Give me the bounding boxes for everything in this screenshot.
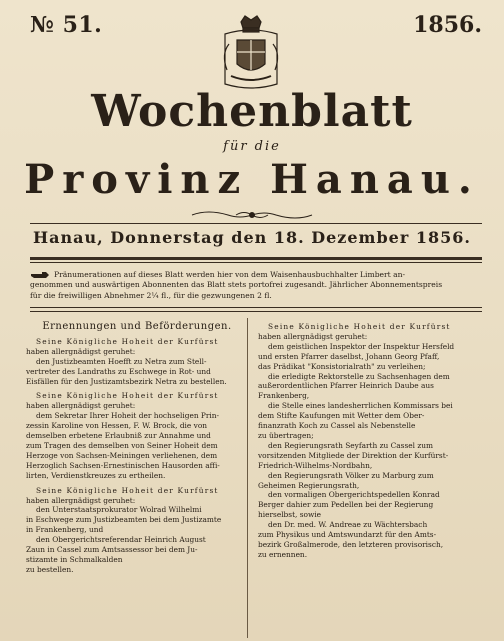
right-column: [258, 322, 480, 565]
coat-of-arms-icon: [213, 14, 289, 94]
article-line: vertreter des Landraths zu Eschwege in Rot- und: [26, 366, 211, 376]
article-line: bezirk Großalmerode, den letzteren provisorisch,: [258, 539, 444, 549]
article-line: den Obergerichtsreferendar Heinrich August: [36, 535, 206, 545]
article-line: Friedrich-Wilhelms-Nordbahn,: [258, 460, 373, 470]
article-line: haben allergnädigst geruhet:: [26, 401, 136, 411]
article-line: haben allergnädigst geruhet:: [26, 495, 136, 505]
article-line: außerordentlichen Pfarrer Heinrich Daube aus: [258, 381, 434, 391]
masthead-subtitle: für die: [223, 139, 281, 154]
article-paragraph: [26, 391, 248, 480]
article-line: demselben erbetene Erlaubniß zur Annahme und: [26, 431, 211, 441]
notice-rule-1: [30, 307, 482, 308]
article-line: die erledigte Rektorstelle zu Sachsenhagen dem: [268, 371, 450, 381]
article-line: Eisfällen für den Justizamtsbezirk Netra zu bestellen.: [26, 376, 227, 386]
article-line: finanzrath Koch zu Cassel als Nebenstelle: [258, 421, 416, 431]
article-line: zu bestellen.: [26, 564, 74, 574]
article-line: zum Physikus und Amtswundarzt für den Amts-: [258, 530, 437, 540]
article-line: zu ernennen.: [258, 549, 308, 559]
article-heading: Seine Königliche Hoheit der Kurfürst: [36, 336, 219, 346]
masthead-region: Provinz Hanau.: [24, 156, 480, 203]
article-line: Zaun in Cassel zum Amtsassessor bei dem Ju-: [26, 545, 198, 555]
article-line: den vormaligen Obergerichtspedellen Konrad: [268, 490, 440, 500]
article-heading: Seine Königliche Hoheit der Kurfürst: [36, 391, 219, 401]
article-line: den Dr. med. W. Andreae zu Wächtersbach: [268, 520, 428, 530]
ornament-divider-icon: [188, 208, 316, 222]
article-heading: Seine Königliche Hoheit der Kurfürst: [36, 485, 219, 495]
issue-number: № 51.: [30, 12, 103, 38]
article-heading: Seine Königliche Hoheit der Kurfürst: [268, 322, 451, 331]
article-line: den Regierungsrath Seyfarth zu Cassel zum: [268, 440, 433, 450]
notice-line-1: Pränumerationen auf dieses Blatt werden hier von dem Waisenhausbuchhalter Limbert an-: [54, 270, 406, 279]
masthead-title: Wochenblatt: [91, 86, 413, 137]
notice-rule-2: [30, 311, 482, 312]
pointing-hand-icon: [30, 271, 50, 279]
article-line: Frankenberg,: [258, 391, 310, 401]
article-line: dem geistlichen Inspektor der Inspektur Hersfeld: [268, 341, 455, 351]
notice-line-2: genommen und auswärtigen Abonnenten das Blatt stets portofrei zugesandt. Jährlicher Abonnementspreis: [30, 280, 443, 290]
article-line: die Stelle eines landesherrlichen Kommissars bei: [268, 401, 453, 411]
section-title: Ernennungen und Beförderungen.: [42, 321, 232, 332]
masthead-rule: [30, 223, 482, 224]
article-line: haben allergnädigst geruhet:: [258, 331, 368, 341]
thin-rule-top: [30, 262, 482, 263]
article-line: Geheimen Regierungsrath,: [258, 480, 360, 490]
left-column: [26, 322, 248, 580]
issue-year: 1856.: [413, 12, 482, 38]
dateline: Hanau, Donnerstag den 18. Dezember 1856.: [33, 228, 471, 247]
article-line: zessin Karoline von Hessen, F. W. Brock, die von: [26, 421, 208, 431]
subscription-notice: [30, 270, 482, 301]
notice-line-3: für die freiwilligen Abnehmer 2¼ fl., für die gezwungenen 2 fl.: [30, 290, 272, 300]
article-line: vorsitzenden Mitgliede der Direktion der Kurfürst-: [258, 450, 449, 460]
article-line: zu übertragen;: [258, 430, 314, 440]
article-line: stizamte in Schmalkalden: [26, 554, 123, 564]
article-line: lirten, Verdienstkreuzes zu ertheilen.: [26, 470, 166, 480]
article-line: und ersten Pfarrer daselbst, Johann Georg Pfaff,: [258, 351, 440, 361]
article-line: Herzoglich Sachsen-Ernestinischen Hausorden affi-: [26, 460, 220, 470]
article-line: haben allergnädigst geruhet:: [26, 346, 136, 356]
article-line: Herzoge von Sachsen-Meiningen verliehenen, dem: [26, 450, 218, 460]
article-line: den Justizbeamten Hoefft zu Netra zum Stell-: [36, 356, 207, 366]
article-line: das Prädikat "Konsistorialrath" zu verleihen;: [258, 361, 426, 371]
article-line: in Frankenberg, und: [26, 525, 104, 535]
article-paragraph: [26, 486, 248, 575]
article-line: hierselbst, sowie: [258, 510, 322, 520]
article-line: dem Sekretar Ihrer Hoheit der hochseligen Prin-: [36, 411, 220, 421]
article-paragraph: [26, 337, 248, 387]
thick-rule-top: [30, 257, 482, 260]
article-line: den Unterstaatsprokurator Wolrad Wilhelmi: [36, 505, 202, 515]
article-line: den Regierungsrath Völker zu Marburg zum: [268, 470, 434, 480]
article-line: Berger dahier zum Pedellen bei der Regierung: [258, 500, 434, 510]
article-line: dem Stifte Kaufungen mit Wetter dem Ober-: [258, 411, 425, 421]
article-line: zum Tragen des demselben von Seiner Hoheit dem: [26, 440, 218, 450]
article-line: in Eschwege zum Justizbeamten bei dem Justizamte: [26, 515, 222, 525]
article-paragraph: [258, 322, 480, 560]
